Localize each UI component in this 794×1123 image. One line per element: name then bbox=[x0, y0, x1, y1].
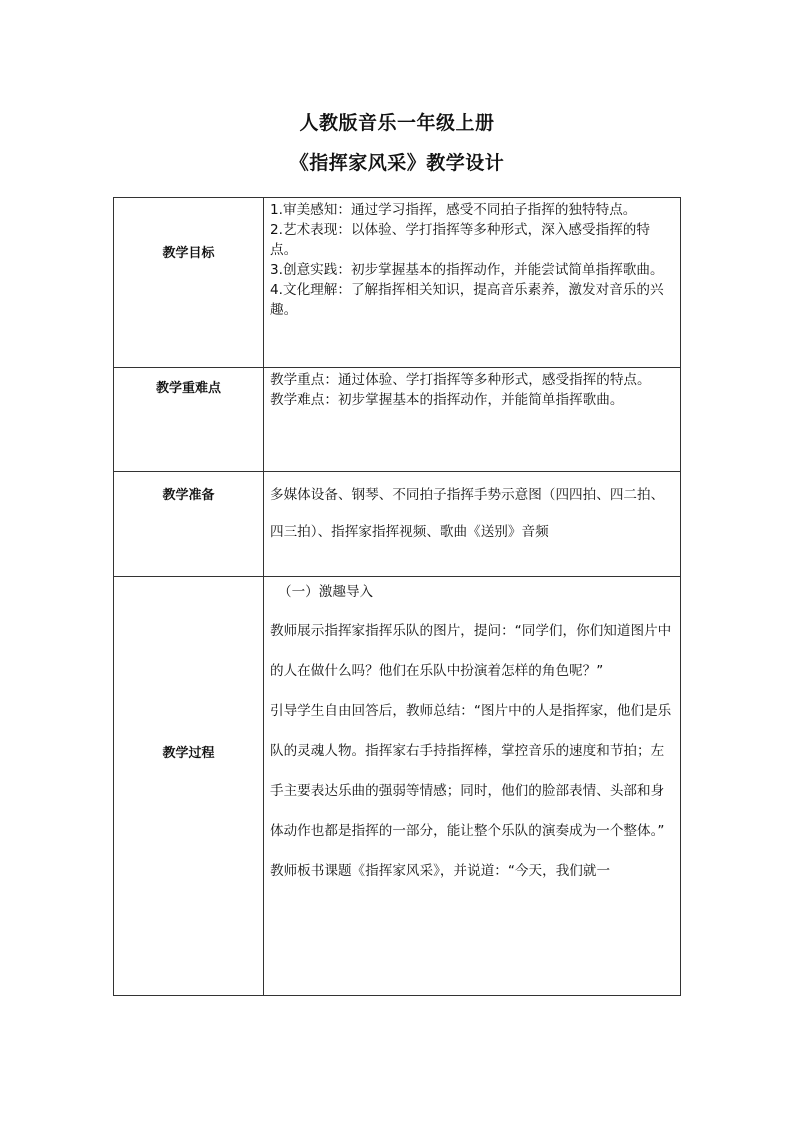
lesson-plan-table bbox=[113, 197, 681, 996]
objectives-row bbox=[114, 198, 681, 368]
preparation-text: 多媒体设备、钢琴、不同拍子指挥手势示意图（四四拍、四二拍、四三拍）、指挥家指挥视频、歌曲《送别》音频 bbox=[270, 487, 665, 540]
process-content-cell bbox=[264, 577, 681, 996]
key-points-label: 教学重难点 bbox=[155, 381, 221, 396]
document-subtitle: 《指挥家风采》教学设计 bbox=[289, 152, 505, 174]
process-label-cell bbox=[114, 577, 264, 996]
teaching-difficulty: 教学难点：初步掌握基本的指挥动作，并能简单指挥歌曲。 bbox=[270, 392, 624, 408]
process-paragraph: 教师板书课题《指挥家风采》，并说道：“今天，我们就一 bbox=[270, 863, 611, 879]
key-points-content-cell bbox=[264, 368, 681, 472]
key-points-label-cell bbox=[114, 368, 264, 472]
objective-item: 4.文化理解：了解指挥相关知识，提高音乐素养，激发对音乐的兴趣。 bbox=[270, 282, 664, 318]
preparation-content-cell bbox=[264, 472, 681, 577]
preparation-label-cell bbox=[114, 472, 264, 577]
process-paragraph: 引导学生自由回答后，教师总结：“图片中的人是指挥家，他们是乐队的灵魂人物。指挥家右手持指挥棒，掌控音乐的速度和节拍；左手主要表达乐曲的强弱等情感；同时，他们的脸部表情、头部和身体动作也都是指挥的一部分，能让整个乐队的演奏成为一个整体。” bbox=[270, 703, 672, 839]
objective-item: 3.创意实践：初步掌握基本的指挥动作，并能尝试简单指挥歌曲。 bbox=[270, 262, 664, 278]
teaching-focus: 教学重点：通过体验、学打指挥等多种形式，感受指挥的特点。 bbox=[270, 372, 651, 388]
objectives-label-cell bbox=[114, 198, 264, 368]
preparation-label: 教学准备 bbox=[162, 488, 215, 503]
objective-item: 2.艺术表现：以体验、学打指挥等多种形式，深入感受指挥的特点。 bbox=[270, 222, 650, 258]
process-section-heading: （一）激趣导入 bbox=[278, 584, 374, 600]
preparation-row bbox=[114, 472, 681, 577]
process-paragraph: 教师展示指挥家指挥乐队的图片，提问：“同学们，你们知道图片中的人在做什么吗？他们在乐队中扮演着怎样的角色呢？” bbox=[270, 623, 672, 679]
objectives-label: 教学目标 bbox=[162, 246, 215, 261]
key-points-row bbox=[114, 368, 681, 472]
process-label: 教学过程 bbox=[162, 746, 215, 761]
document-title: 人教版音乐一年级上册 bbox=[299, 112, 495, 134]
objective-item: 1.审美感知：通过学习指挥，感受不同拍子指挥的独特特点。 bbox=[270, 202, 637, 218]
objectives-content-cell bbox=[264, 198, 681, 368]
process-row bbox=[114, 577, 681, 996]
